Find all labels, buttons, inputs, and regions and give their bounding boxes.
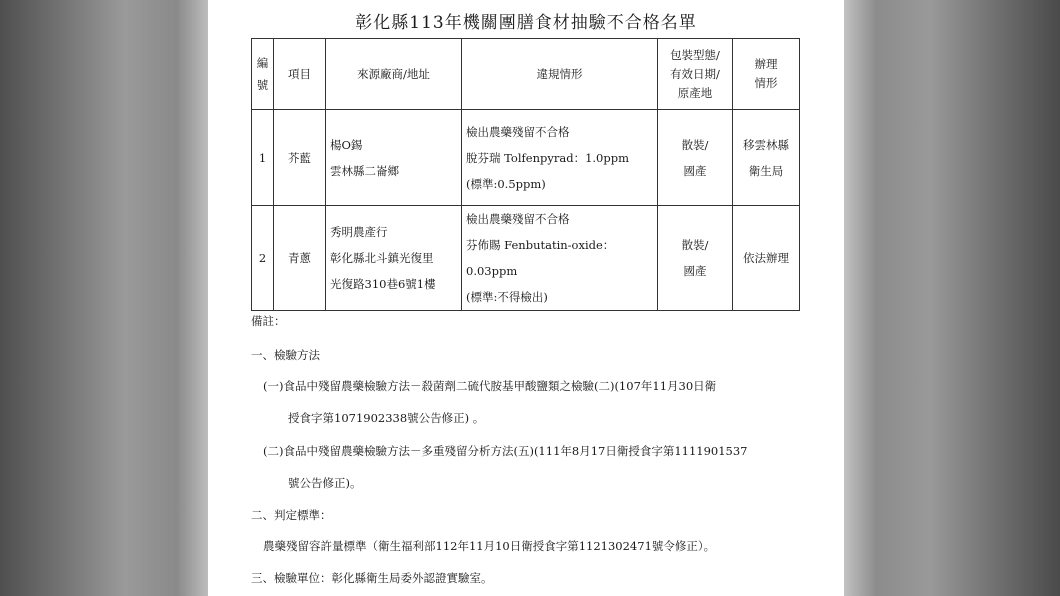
document-page (208, 0, 844, 596)
row-source: 楊O錫 雲林縣二崙鄉 (326, 110, 462, 206)
header-violation: 違規情形 (462, 39, 658, 110)
row-num: 2 (252, 206, 274, 311)
background-right-blur (844, 0, 1060, 596)
header-packaging: 包裝型態/ 有效日期/ 原產地 (658, 39, 733, 110)
row-handling: 移雲林縣 衛生局 (733, 110, 800, 206)
row-handling: 依法辦理 (733, 206, 800, 311)
row-violation: 檢出農藥殘留不合格 芬佈賜 Fenbutatin-oxide：0.03ppm (標準:不得檢出) (462, 206, 658, 311)
row-packaging: 散裝/ 國產 (658, 206, 733, 311)
document-title: 彰化縣113年機關團膳食材抽驗不合格名單 (355, 13, 697, 33)
method-1-line-2: 授食字第1071902338號公告修正) 。 (288, 411, 485, 425)
header-source: 來源廠商/地址 (326, 39, 462, 110)
standard-text: 農藥殘留容許量標準（衛生福利部112年11月10日衛授食字第1121302471號令修正）。 (263, 539, 716, 553)
table-row (252, 110, 800, 206)
row-item: 芥藍 (274, 110, 326, 206)
table-row (252, 206, 800, 311)
notes-heading: 備註： (251, 314, 286, 328)
violation-table (251, 38, 800, 311)
header-item: 項目 (274, 39, 326, 110)
notes-section-methods: 一、檢驗方法 (251, 348, 320, 362)
notes-section-lab: 三、檢驗單位：彰化縣衛生局委外認證實驗室。 (251, 571, 493, 585)
method-2-line-2: 號公告修正)。 (288, 476, 362, 490)
row-packaging: 散裝/ 國產 (658, 110, 733, 206)
header-num: 編號 (252, 39, 274, 110)
method-1-line-1: (一)食品中殘留農藥檢驗方法－殺菌劑二硫代胺基甲酸鹽類之檢驗(二)(107年11月30日衛 (263, 379, 717, 393)
background-left-blur (0, 0, 208, 596)
notes-section-standard: 二、判定標準： (251, 508, 332, 522)
table-header-row (252, 39, 800, 110)
row-violation: 檢出農藥殘留不合格 脫芬瑞 Tolfenpyrad：1.0ppm (標準:0.5ppm) (462, 110, 658, 206)
row-num: 1 (252, 110, 274, 206)
row-source: 秀明農產行 彰化縣北斗鎮光復里 光復路310巷6號1樓 (326, 206, 462, 311)
method-2-line-1: (二)食品中殘留農藥檢驗方法－多重殘留分析方法(五)(111年8月17日衛授食字第1111901537 (263, 444, 748, 458)
row-item: 青蔥 (274, 206, 326, 311)
header-handling: 辦理 情形 (733, 39, 800, 110)
